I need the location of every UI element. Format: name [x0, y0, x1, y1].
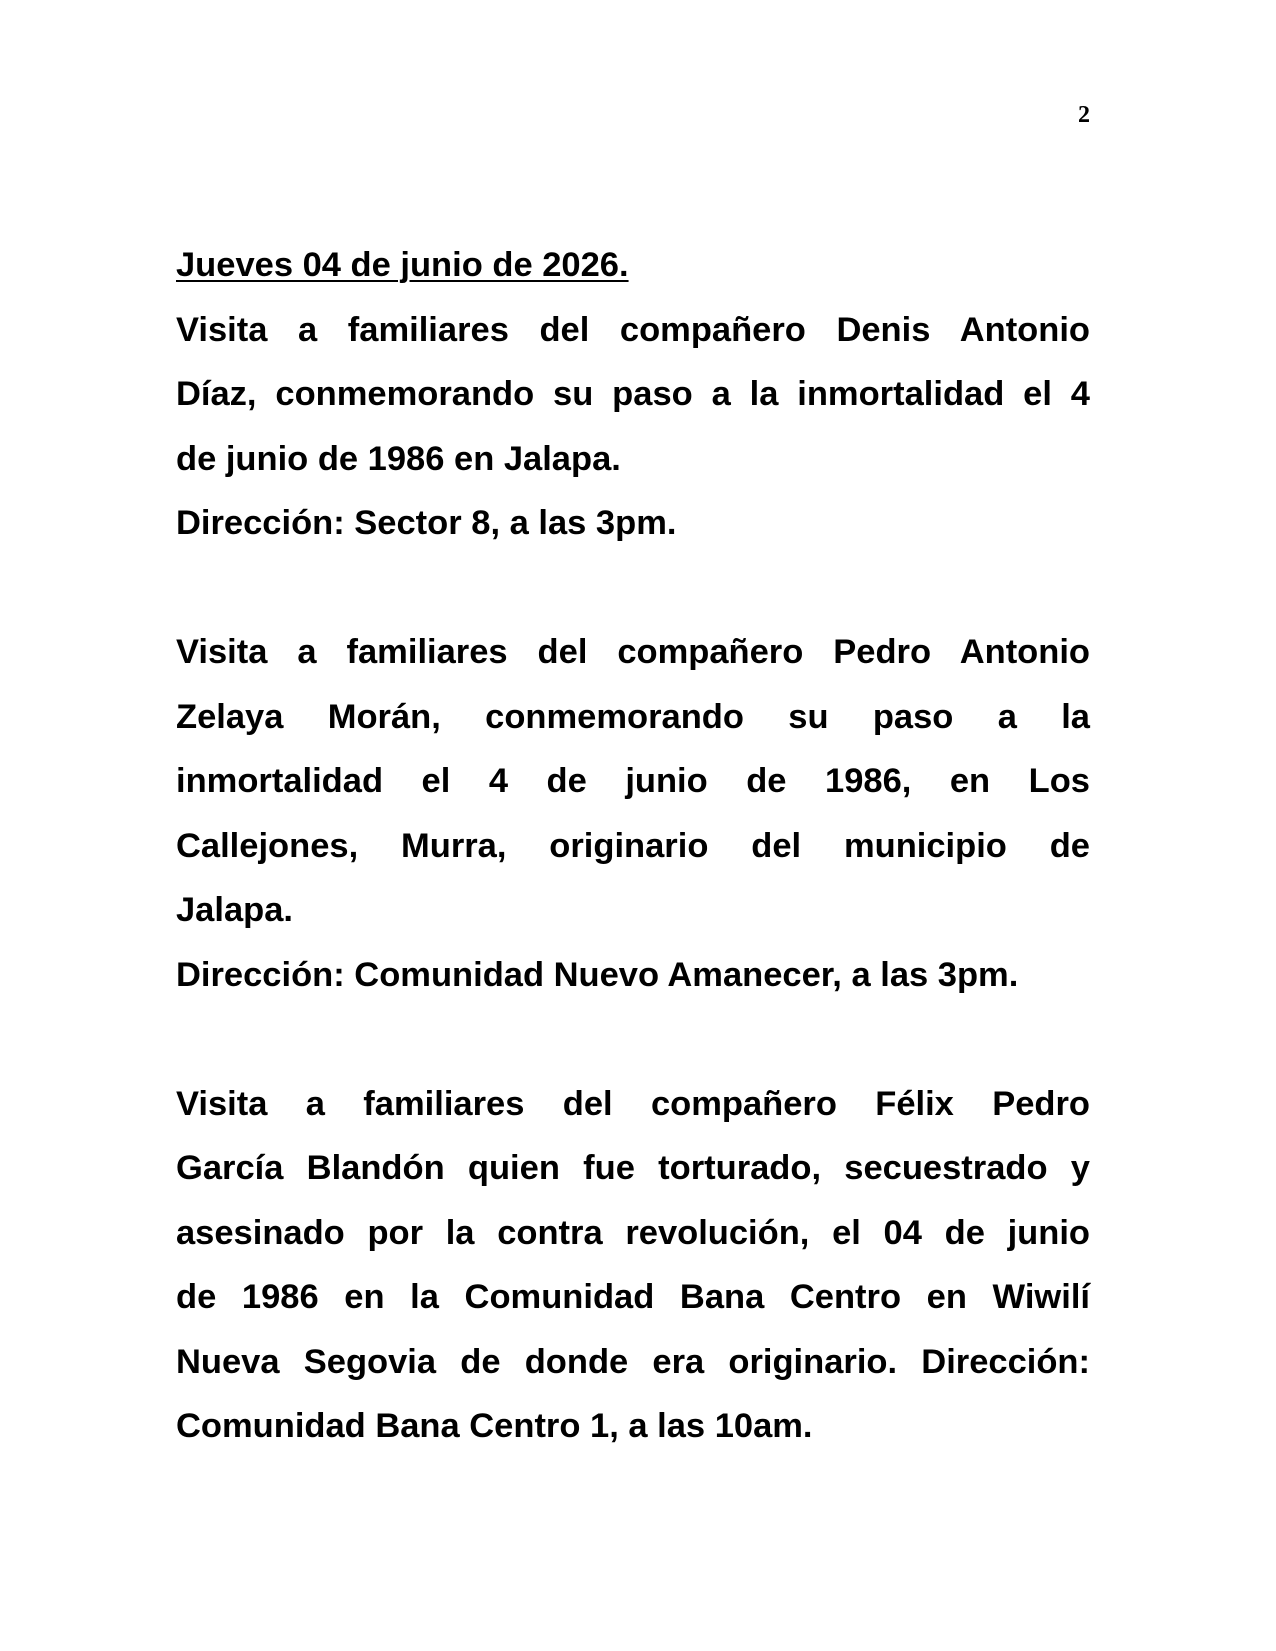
entry-line: asesinado por la contra revolución, el 04 de junio	[176, 1213, 1090, 1252]
entry-address: Dirección: Sector 8, a las 3pm.	[176, 504, 677, 542]
entry-line: Comunidad Bana Centro 1, a las 10am.	[176, 1407, 813, 1445]
document-body	[176, 233, 1090, 1459]
entry-address: Dirección: Comunidad Nuevo Amanecer, a las 3pm.	[176, 955, 1019, 994]
entry-line: Nueva Segovia de donde era originario. Dirección:	[176, 1342, 1090, 1381]
entry-line: de 1986 en la Comunidad Bana Centro en Wiwilí	[176, 1278, 1090, 1316]
entry-line: Visita a familiares del compañero Pedro Antonio	[176, 633, 1090, 671]
date-heading: Jueves 04 de junio de 2026.	[176, 246, 629, 284]
paragraph-gap	[176, 556, 1090, 621]
entry-line: Callejones, Murra, originario del municipio de	[176, 826, 1090, 865]
entry-pedro-zelaya	[176, 620, 1090, 1007]
entry-line: de junio de 1986 en Jalapa.	[176, 439, 621, 478]
entry-felix-garcia	[176, 1072, 1090, 1459]
page-number: 2	[1078, 102, 1090, 128]
entry-denis-diaz	[176, 298, 1090, 556]
entry-line: Zelaya Morán, conmemorando su paso a la	[176, 697, 1090, 736]
entry-line: Díaz, conmemorando su paso a la inmortalidad el 4	[176, 375, 1090, 413]
entry-line: inmortalidad el 4 de junio de 1986, en Los	[176, 762, 1090, 800]
entry-line: Jalapa.	[176, 891, 293, 929]
entry-line: Visita a familiares del compañero Félix Pedro	[176, 1084, 1090, 1123]
entry-line: Visita a familiares del compañero Denis Antonio	[176, 310, 1090, 349]
entry-line: García Blandón quien fue torturado, secuestrado y	[176, 1149, 1090, 1187]
paragraph-gap	[176, 1007, 1090, 1072]
